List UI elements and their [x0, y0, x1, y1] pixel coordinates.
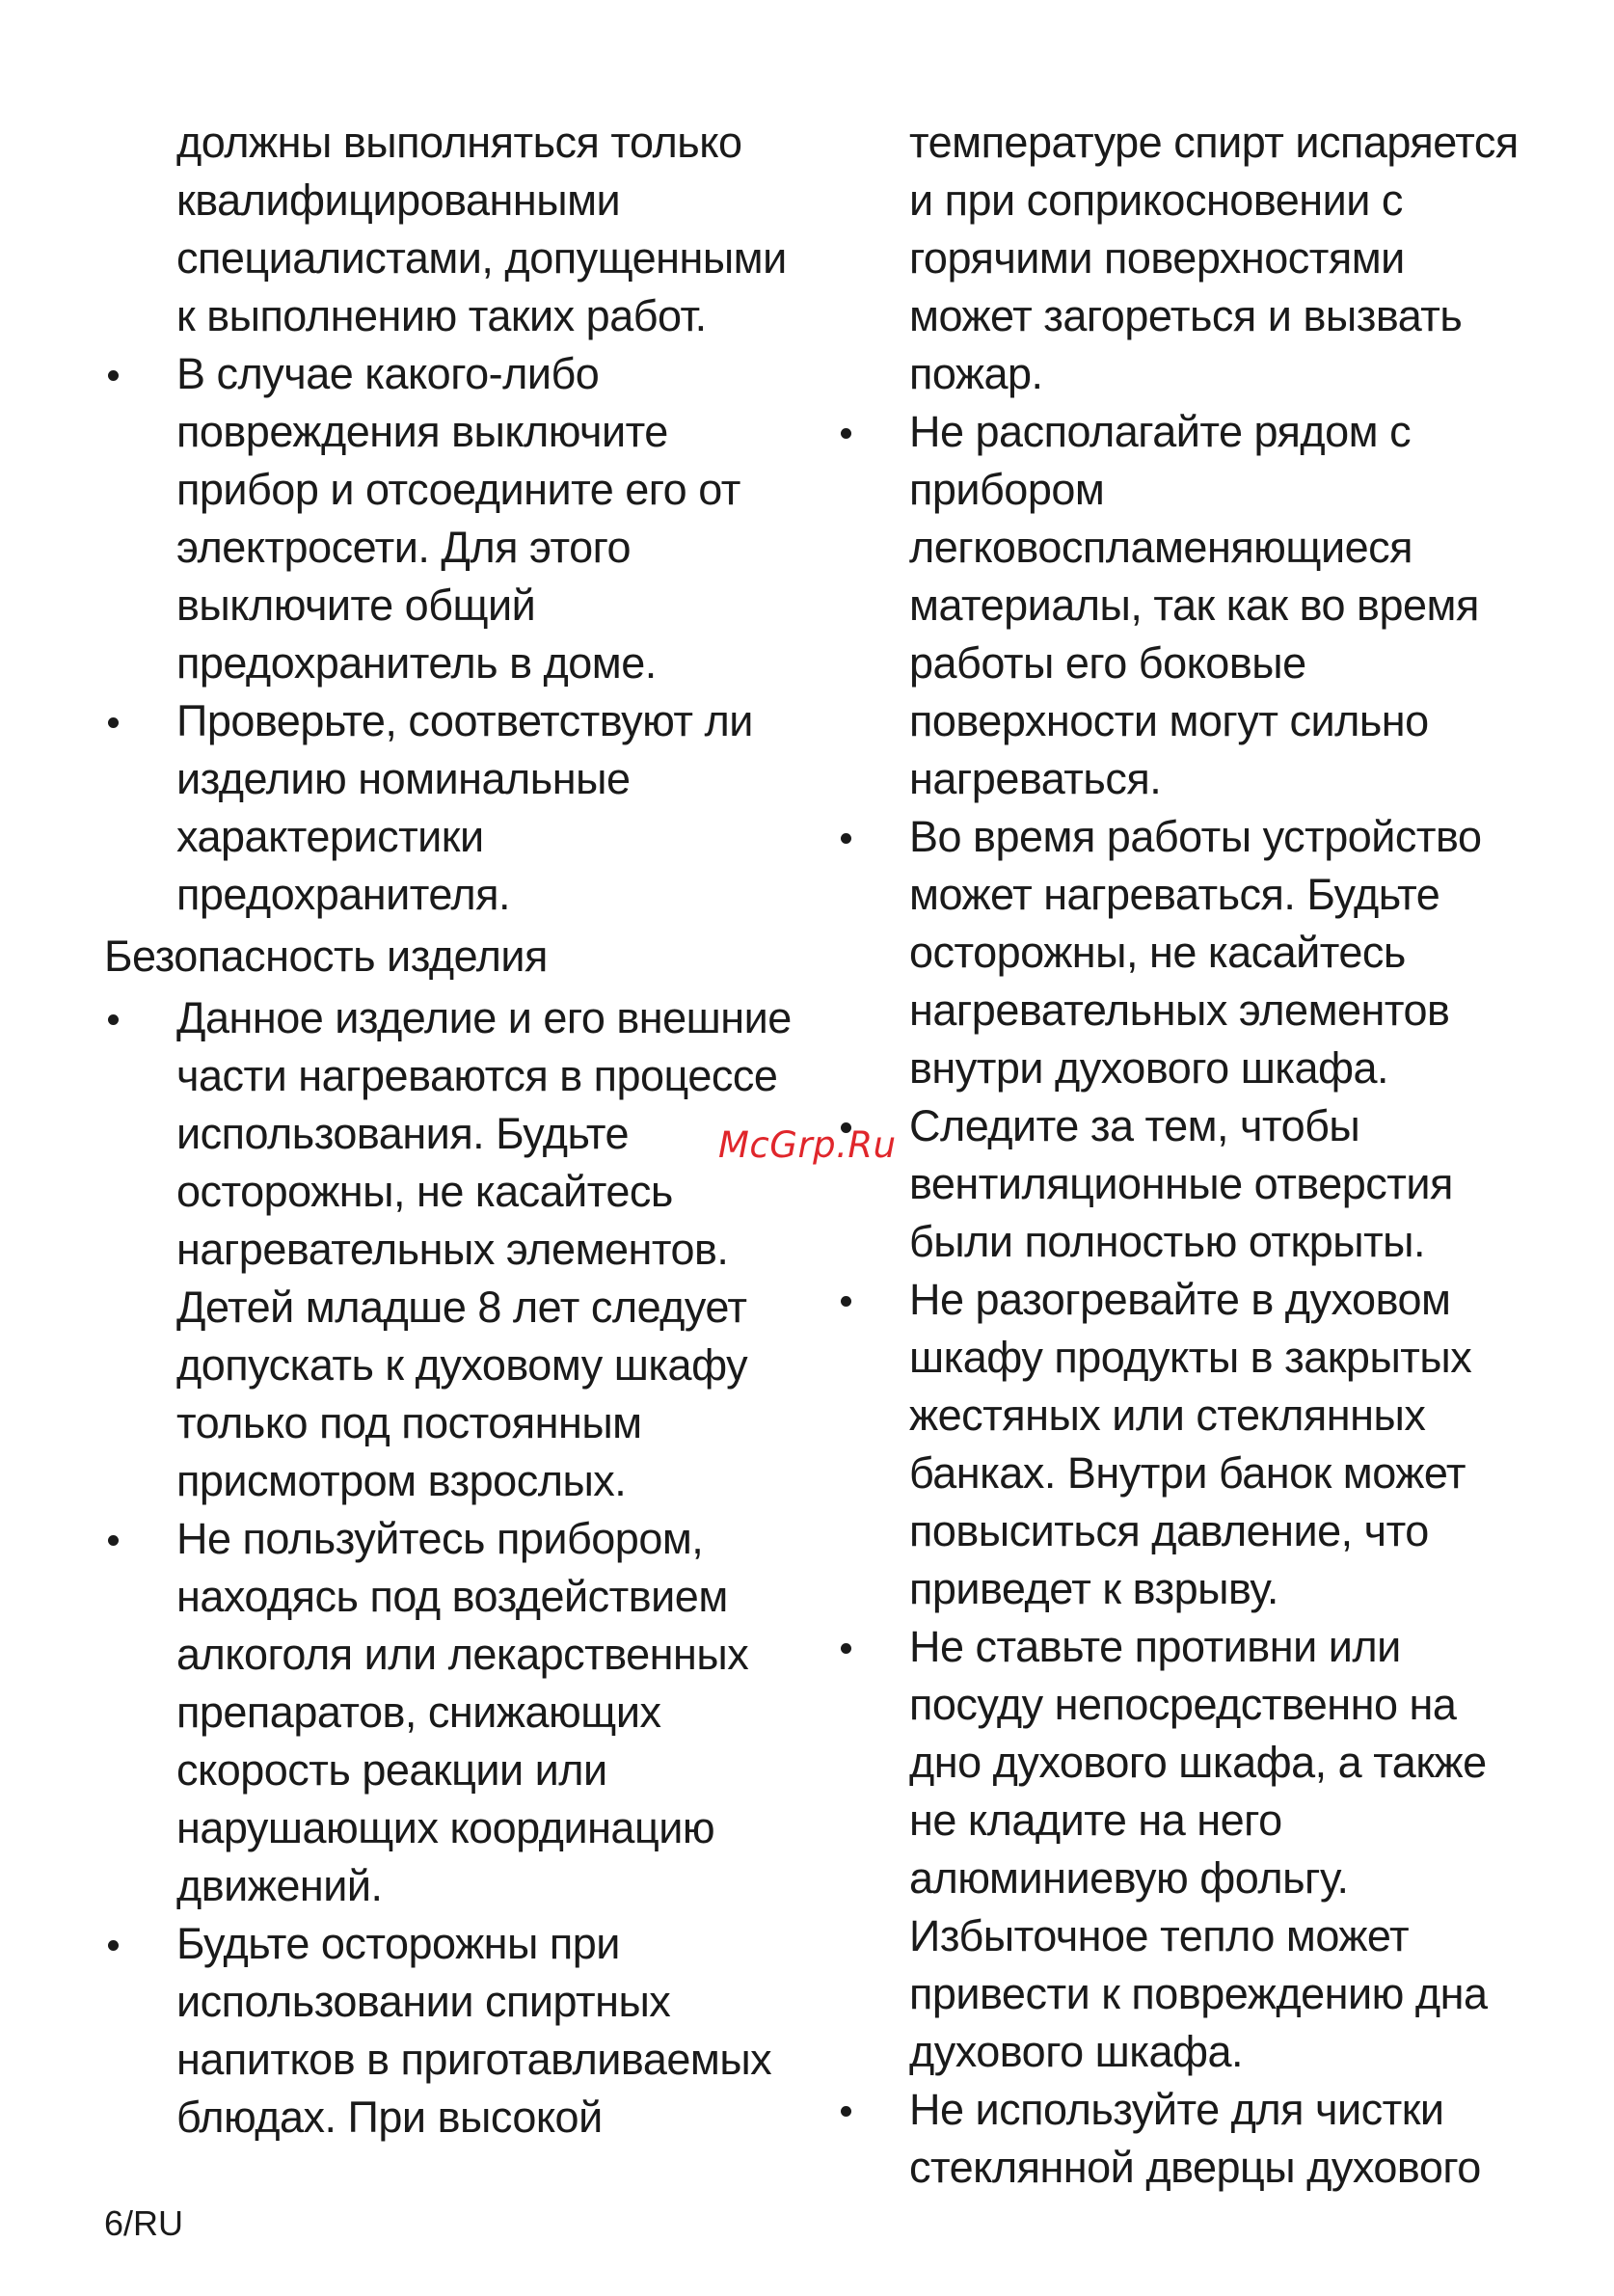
text-line: Не ставьте противни или	[909, 1622, 1401, 1671]
text-line: находясь под воздействием	[176, 1572, 728, 1621]
bullet-item	[104, 692, 818, 924]
text-line: стеклянной дверцы духового	[909, 2143, 1481, 2192]
text-line: не кладите на него	[909, 1796, 1282, 1845]
text-line: жестяных или стеклянных	[909, 1391, 1426, 1440]
bullet-item	[104, 989, 818, 1510]
bullet-item	[837, 2081, 1531, 2197]
text-line: Будьте осторожны при	[176, 1919, 620, 1968]
left-column	[104, 114, 818, 2147]
text-line: части нагреваются в процессе	[176, 1051, 778, 1100]
bullet-dot-icon	[108, 370, 119, 381]
text-line: осторожны, не касайтесь	[176, 1167, 673, 1216]
text-line: работы его боковые	[909, 638, 1306, 688]
text-line: предохранителя.	[176, 870, 511, 919]
right-column	[837, 114, 1531, 2197]
page-number: 6/RU	[104, 2203, 184, 2243]
continued-paragraph	[837, 114, 1531, 403]
text-line: только под постоянным	[176, 1398, 642, 1447]
text-line: материалы, так как во время	[909, 581, 1479, 630]
text-line: и при соприкосновении с	[909, 176, 1403, 225]
bullet-list	[104, 989, 818, 2147]
text-line: алюминиевую фольгу.	[909, 1853, 1349, 1903]
text-line: пожар.	[909, 349, 1043, 398]
text-line: Во время работы устройство	[909, 812, 1482, 861]
text-line: Не разогревайте в духовом	[909, 1275, 1451, 1324]
text-line: прибором	[909, 465, 1105, 514]
bullet-dot-icon	[108, 1014, 119, 1025]
text-line: температуре спирт испаряется	[909, 118, 1519, 167]
text-line: нагревательных элементов	[909, 986, 1450, 1035]
text-line: нарушающих координацию	[176, 1803, 715, 1852]
text-line: поверхности могут сильно	[909, 696, 1429, 745]
text-line: использования. Будьте	[176, 1109, 630, 1158]
text-line: приведет к взрыву.	[909, 1564, 1278, 1613]
text-line: осторожны, не касайтесь	[909, 928, 1406, 977]
bullet-item	[837, 808, 1531, 1097]
text-line: допускать к духовому шкафу	[176, 1340, 748, 1390]
bullet-item	[104, 1510, 818, 1915]
text-line: горячими поверхностями	[909, 233, 1405, 283]
bullet-item	[104, 345, 818, 692]
text-line: прибор и отсоедините его от	[176, 465, 740, 514]
text-line: банках. Внутри банок может	[909, 1448, 1466, 1498]
text-line: препаратов, снижающих	[176, 1688, 661, 1737]
text-line: предохранитель в доме.	[176, 638, 657, 688]
text-line: Детей младше 8 лет следует	[176, 1283, 747, 1332]
bullet-dot-icon	[841, 2106, 851, 2117]
text-line: повреждения выключите	[176, 407, 668, 456]
text-line: может нагреваться. Будьте	[909, 870, 1440, 919]
text-line: характеристики	[176, 812, 484, 861]
text-line: напитков в приготавливаемых	[176, 2035, 772, 2084]
text-line: повыситься давление, что	[909, 1506, 1429, 1555]
bullet-dot-icon	[841, 428, 851, 439]
text-line: В случае какого-либо	[176, 349, 600, 398]
text-line: дно духового шкафа, а также	[909, 1738, 1487, 1787]
bullet-list	[837, 403, 1531, 2197]
text-line: внутри духового шкафа.	[909, 1043, 1389, 1093]
text-line: квалифицированными	[176, 176, 621, 225]
text-line: должны выполняться только	[176, 118, 742, 167]
bullet-item	[837, 1271, 1531, 1618]
bullet-dot-icon	[841, 833, 851, 844]
bullet-item	[104, 1915, 818, 2147]
bullet-item	[837, 403, 1531, 808]
text-line: привести к повреждению дна	[909, 1969, 1488, 2018]
text-line: к выполнению таких работ.	[176, 291, 707, 340]
text-line: Не пользуйтесь прибором,	[176, 1514, 704, 1563]
text-line: движений.	[176, 1861, 383, 1910]
text-line: Следите за тем, чтобы	[909, 1101, 1360, 1150]
text-line: алкоголя или лекарственных	[176, 1630, 749, 1679]
section-heading: Безопасность изделия	[104, 932, 548, 981]
text-line: блюдах. При высокой	[176, 2093, 603, 2142]
bullet-list	[104, 345, 818, 924]
text-line: электросети. Для этого	[176, 523, 632, 572]
bullet-item	[837, 1097, 1531, 1271]
text-line: изделию номинальные	[176, 754, 631, 803]
text-line: Не располагайте рядом с	[909, 407, 1412, 456]
text-line: вентиляционные отверстия	[909, 1159, 1453, 1208]
text-line: нагревательных элементов.	[176, 1225, 729, 1274]
text-line: посуду непосредственно на	[909, 1680, 1457, 1729]
text-line: легковоспламеняющиеся	[909, 523, 1412, 572]
bullet-dot-icon	[841, 1643, 851, 1654]
text-line: Данное изделие и его внешние	[176, 993, 792, 1042]
bullet-dot-icon	[841, 1296, 851, 1307]
text-line: скорость реакции или	[176, 1745, 607, 1795]
text-line: нагреваться.	[909, 754, 1162, 803]
text-line: духового шкафа.	[909, 2027, 1244, 2076]
continued-paragraph	[104, 114, 818, 345]
text-line: присмотром взрослых.	[176, 1456, 627, 1505]
bullet-dot-icon	[108, 717, 119, 728]
text-line: Не используйте для чистки	[909, 2085, 1444, 2134]
text-line: были полностью открыты.	[909, 1217, 1426, 1266]
text-line: может загореться и вызвать	[909, 291, 1463, 340]
text-line: шкафу продукты в закрытых	[909, 1333, 1472, 1382]
text-line: специалистами, допущенными	[176, 233, 787, 283]
bullet-item	[837, 1618, 1531, 2081]
text-line: Избыточное тепло может	[909, 1911, 1410, 1960]
text-line: Проверьте, соответствуют ли	[176, 696, 753, 745]
watermark: McGrp.Ru	[718, 1124, 897, 1166]
bullet-dot-icon	[108, 1940, 119, 1951]
text-line: выключите общий	[176, 581, 536, 630]
bullet-dot-icon	[108, 1535, 119, 1546]
text-line: использовании спиртных	[176, 1977, 671, 2026]
